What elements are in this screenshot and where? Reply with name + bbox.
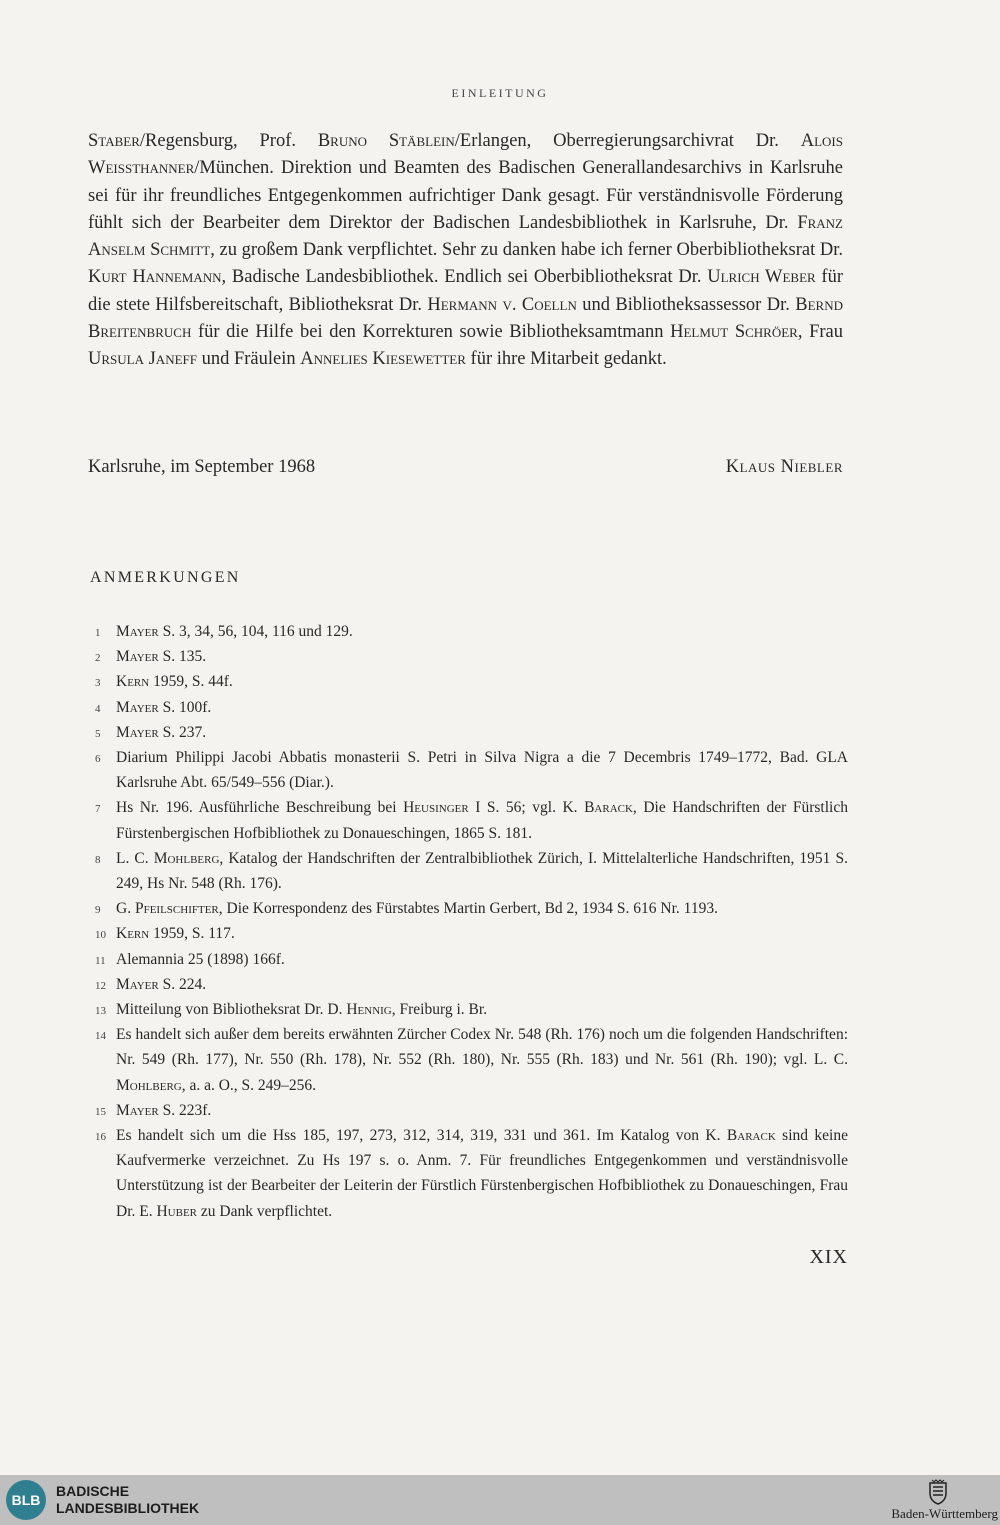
- note-text: G. Pfeilschifter, Die Korrespondenz des Fürstabtes Martin Gerbert, Bd 2, 1934 S. 616 Nr. 1193.: [116, 900, 718, 918]
- note-number: 14: [95, 1030, 106, 1043]
- note-number: 4: [95, 702, 101, 715]
- note-number: 13: [95, 1005, 106, 1018]
- page-number: XIX: [809, 1246, 848, 1268]
- note-text: Mitteilung von Bibliotheksrat Dr. D. Hennig, Freiburg i. Br.: [116, 1001, 488, 1019]
- library-name[interactable]: [56, 1483, 199, 1517]
- note-item: [90, 1098, 848, 1123]
- note-number: 12: [95, 979, 106, 992]
- note-item: [90, 795, 848, 845]
- footer-bar: [0, 1475, 1000, 1525]
- note-number: 5: [95, 727, 101, 740]
- note-text: Es handelt sich außer dem bereits erwähnten Zürcher Codex Nr. 548 (Rh. 176) noch um die folgenden Handschriften: Nr. 549 (Rh. 177), Nr. 550 (Rh. 178), Nr. 552 (Rh. 180), Nr. 555 (Rh. 183) und Nr. 561 (Rh. 190); vgl. L. C. Mohlberg, a. a. O., S. 249–256.: [116, 1026, 848, 1094]
- note-text: Mayer S. 223f.: [116, 1101, 212, 1119]
- note-text: Hs Nr. 196. Ausführliche Beschreibung bei Heusinger I S. 56; vgl. K. Barack, Die Handschriften der Fürstlich Fürstenbergischen Hofbibliothek zu Donaueschingen, 1865 S. 181.: [116, 799, 848, 842]
- note-item: [90, 921, 848, 946]
- note-item: [90, 846, 848, 896]
- note-text: Alemannia 25 (1898) 166f.: [116, 950, 285, 968]
- note-number: 15: [95, 1105, 106, 1118]
- note-number: 3: [95, 677, 101, 690]
- note-item: [90, 972, 848, 997]
- note-item: [90, 619, 848, 644]
- notes-heading: ANMERKUNGEN: [90, 569, 241, 586]
- note-text: Mayer S. 100f.: [116, 698, 212, 716]
- note-text: Mayer S. 3, 34, 56, 104, 116 und 129.: [116, 623, 353, 640]
- note-text: Mayer S. 237.: [116, 723, 207, 741]
- running-header: EINLEITUNG: [451, 86, 549, 100]
- library-name-line2: LANDESBIBLIOTHEK: [56, 1500, 200, 1516]
- note-text: Diarium Philippi Jacobi Abbatis monasterii S. Petri in Silva Nigra a die 7 Decembris 1749–1772, Bad. GLA Karlsruhe Abt. 65/549–556 (Diar.).: [116, 749, 848, 792]
- note-text: Mayer S. 135.: [116, 648, 207, 666]
- note-item: [90, 896, 848, 921]
- state-name[interactable]: Baden-Württemberg: [891, 1506, 998, 1521]
- note-item: [90, 669, 848, 694]
- blb-logo[interactable]: BLB: [6, 1480, 46, 1520]
- note-number: 11: [95, 954, 106, 967]
- note-text: L. C. Mohlberg, Katalog der Handschriften der Zentralbibliothek Zürich, I. Mittelalterliche Handschriften, 1951 S. 249, Hs Nr. 548 (Rh. 176).: [116, 849, 848, 893]
- library-name-line1: BADISCHE: [56, 1483, 130, 1499]
- note-item: [90, 695, 848, 720]
- note-item: [90, 720, 848, 745]
- note-item: [90, 745, 848, 795]
- author-name: Klaus Niebler: [725, 457, 843, 477]
- note-number: 10: [95, 929, 106, 942]
- note-text: Es handelt sich um die Hss 185, 197, 273, 312, 314, 319, 331 und 361. Im Katalog von K. Barack sind keine Kaufvermerke verzeichnet. Zu Hs 197 s. o. Anm. 7. Für freundliches Entgegenkommen und verständnisvolle Unterstützung ist der Bearbeiter der Leiterin der Fürstlich Fürstenbergischen Hofbibliothek zu Donaueschingen, Frau Dr. E. Huber zu Dank verpflichtet.: [116, 1127, 848, 1220]
- note-item: [90, 947, 848, 972]
- note-text: Mayer S. 224.: [116, 975, 207, 993]
- notes-list: [90, 619, 848, 1224]
- place-date: Karlsruhe, im September 1968: [88, 457, 316, 477]
- coat-of-arms-icon: [927, 1479, 949, 1505]
- note-item: [90, 1022, 848, 1098]
- acknowledgements-paragraph: Staber/Regensburg, Prof. Bruno Stäblein/Erlangen, Oberregierungsarchivrat Dr. Alois Weissthanner/München. Direktion und Beamten des Badischen Generallandesarchivs in Karlsruhe sei für ihr freundliches Entgegenkommen aufrichtiger Dank gesagt. Für verständnisvolle Förderung fühlt sich der Bearbeiter dem Direktor der Badischen Landesbibliothek in Karlsruhe, Dr. Franz Anselm Schmitt, zu großem Dank verpflichtet. Sehr zu danken habe ich ferner Oberbibliotheksrat Dr. Kurt Hannemann, Badische Landesbibliothek. Endlich sei Oberbibliotheksrat Dr. Ulrich Weber für die stete Hilfsbereitschaft, Bibliotheksrat Dr. Hermann v. Coelln und Bibliotheksassessor Dr. Bernd Breitenbruch für die Hilfe bei den Korrekturen sowie Bibliotheksamtmann Helmut Schröer, Frau Ursula Janeff und Fräulein Annelies Kiesewetter für ihre Mitarbeit gedankt.: [88, 131, 844, 370]
- note-number: 16: [95, 1131, 106, 1144]
- note-item: [90, 644, 848, 669]
- note-text: Kern 1959, S. 117.: [116, 925, 235, 943]
- note-item: [90, 997, 848, 1022]
- note-number: 2: [95, 652, 101, 665]
- note-number: 9: [95, 904, 101, 917]
- note-number: 8: [95, 853, 101, 866]
- note-item: [90, 1123, 848, 1224]
- note-number: 7: [95, 803, 101, 816]
- note-number: 1: [95, 627, 101, 639]
- note-text: Kern 1959, S. 44f.: [116, 673, 233, 691]
- note-number: 6: [95, 753, 101, 766]
